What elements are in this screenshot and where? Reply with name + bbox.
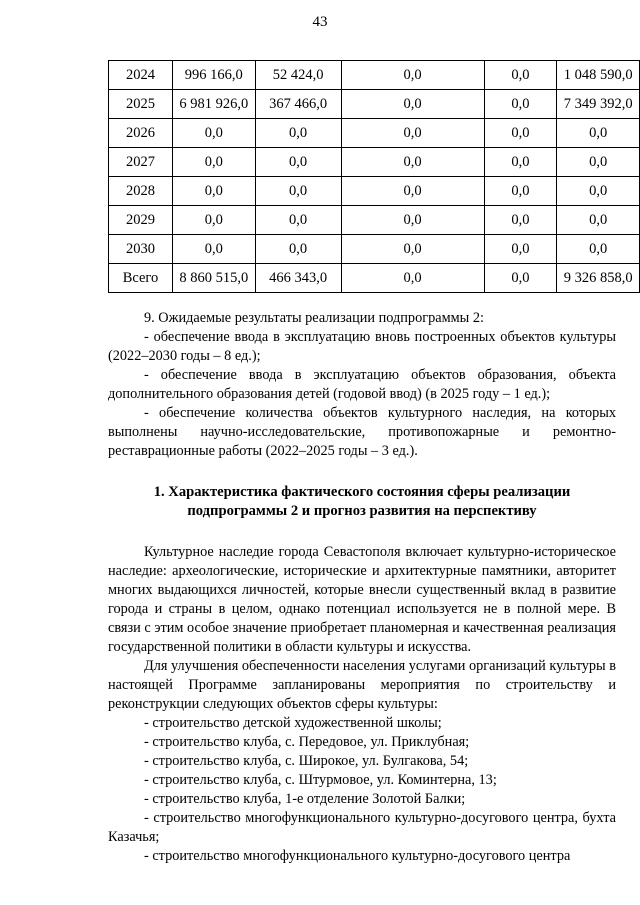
table-row bbox=[109, 264, 640, 293]
table-cell: 52 424,0 bbox=[255, 61, 341, 90]
table-cell: 0,0 bbox=[484, 177, 557, 206]
page-number: 43 bbox=[312, 14, 328, 30]
table-cell: 0,0 bbox=[341, 61, 484, 90]
section-title-line: 1. Характеристика фактического состояния сферы реализации bbox=[153, 484, 571, 500]
table-cell: 466 343,0 bbox=[255, 264, 341, 293]
table-cell-year: Всего bbox=[109, 264, 173, 293]
table-cell: 0,0 bbox=[557, 206, 640, 235]
table-cell-year: 2027 bbox=[109, 148, 173, 177]
table-row bbox=[109, 235, 640, 264]
section-title-line: подпрограммы 2 и прогноз развития на перспективу bbox=[187, 503, 537, 519]
list-item: - строительство клуба, 1-е отделение Золотой Балки; bbox=[144, 791, 466, 807]
table-cell: 0,0 bbox=[255, 235, 341, 264]
table-cell: 0,0 bbox=[484, 90, 557, 119]
list-item: - строительство клуба, с. Передовое, ул. Приклубная; bbox=[144, 734, 470, 750]
table-cell: 0,0 bbox=[557, 177, 640, 206]
table-cell: 0,0 bbox=[484, 235, 557, 264]
funding-table bbox=[108, 60, 640, 293]
table-cell: 0,0 bbox=[484, 61, 557, 90]
paragraph: Культурное наследие города Севастополя включает культурно-историческое наследие: археологические, исторические и архитектурные памятники, авторитет многих выдающихся личностей, которые внесли существенный вклад в развитие города и страны в целом, однако потенциал используется не в полной мере. В связи с этим особое значение приобретает планомерная и качественная реализация государственной политики в области культуры и искусства. bbox=[108, 544, 616, 655]
table-cell: 0,0 bbox=[255, 206, 341, 235]
table-cell: 0,0 bbox=[484, 206, 557, 235]
table-cell-year: 2028 bbox=[109, 177, 173, 206]
table-cell: 1 048 590,0 bbox=[557, 61, 640, 90]
table-cell: 0,0 bbox=[172, 177, 255, 206]
table-row bbox=[109, 148, 640, 177]
table-cell: 0,0 bbox=[484, 264, 557, 293]
table-cell-year: 2030 bbox=[109, 235, 173, 264]
table-cell-year: 2026 bbox=[109, 119, 173, 148]
table-cell: 7 349 392,0 bbox=[557, 90, 640, 119]
paragraph: Для улучшения обеспеченности населения услугами организаций культуры в настоящей Программе запланированы мероприятия по строительству и реконструкции следующих объектов сферы культуры: bbox=[108, 658, 616, 712]
table-cell: 996 166,0 bbox=[172, 61, 255, 90]
table-cell: 367 466,0 bbox=[255, 90, 341, 119]
table-cell: 9 326 858,0 bbox=[557, 264, 640, 293]
table-cell: 6 981 926,0 bbox=[172, 90, 255, 119]
results-item: - обеспечение ввода в эксплуатацию объектов образования, объекта дополнительного образования детей (годовой ввод) (в 2025 году – 1 ед.); bbox=[108, 367, 616, 402]
table-cell: 0,0 bbox=[255, 119, 341, 148]
document-body bbox=[108, 309, 616, 866]
table-cell: 8 860 515,0 bbox=[172, 264, 255, 293]
section-title bbox=[108, 483, 616, 521]
table-cell: 0,0 bbox=[172, 206, 255, 235]
results-heading: 9. Ожидаемые результаты реализации подпрограммы 2: bbox=[144, 310, 484, 326]
table-cell: 0,0 bbox=[255, 177, 341, 206]
table-cell-year: 2024 bbox=[109, 61, 173, 90]
table-cell: 0,0 bbox=[341, 148, 484, 177]
table-cell: 0,0 bbox=[255, 148, 341, 177]
table-row bbox=[109, 177, 640, 206]
table-cell: 0,0 bbox=[172, 235, 255, 264]
list-item: - строительство клуба, с. Штурмовое, ул. Коминтерна, 13; bbox=[144, 772, 497, 788]
table-cell-year: 2029 bbox=[109, 206, 173, 235]
table-cell: 0,0 bbox=[341, 264, 484, 293]
list-item: - строительство клуба, с. Широкое, ул. Булгакова, 54; bbox=[144, 753, 469, 769]
results-item: - обеспечение ввода в эксплуатацию вновь построенных объектов культуры (2022–2030 годы – 8 ед.); bbox=[108, 329, 616, 364]
table-cell: 0,0 bbox=[341, 90, 484, 119]
table-row bbox=[109, 206, 640, 235]
table-cell: 0,0 bbox=[341, 206, 484, 235]
results-item: - обеспечение количества объектов культурного наследия, на которых выполнены научно-исследовательские, противопожарные и ремонтно-реставрационные работы (2022–2025 годы – 3 ед.). bbox=[108, 405, 616, 459]
table-cell: 0,0 bbox=[484, 148, 557, 177]
list-item: - строительство многофункционального культурно-досугового центра, бухта Казачья; bbox=[108, 810, 616, 845]
table-cell: 0,0 bbox=[172, 119, 255, 148]
table-cell: 0,0 bbox=[557, 148, 640, 177]
table-cell: 0,0 bbox=[172, 148, 255, 177]
list-item: - строительство детской художественной школы; bbox=[144, 715, 442, 731]
table-cell: 0,0 bbox=[557, 119, 640, 148]
table-cell: 0,0 bbox=[341, 119, 484, 148]
list-item: - строительство многофункционального культурно-досугового центра bbox=[144, 848, 571, 864]
table-row bbox=[109, 119, 640, 148]
table-cell: 0,0 bbox=[484, 119, 557, 148]
table-cell: 0,0 bbox=[341, 177, 484, 206]
table-row bbox=[109, 61, 640, 90]
table-row bbox=[109, 90, 640, 119]
table-cell: 0,0 bbox=[341, 235, 484, 264]
table-cell: 0,0 bbox=[557, 235, 640, 264]
table-cell-year: 2025 bbox=[109, 90, 173, 119]
